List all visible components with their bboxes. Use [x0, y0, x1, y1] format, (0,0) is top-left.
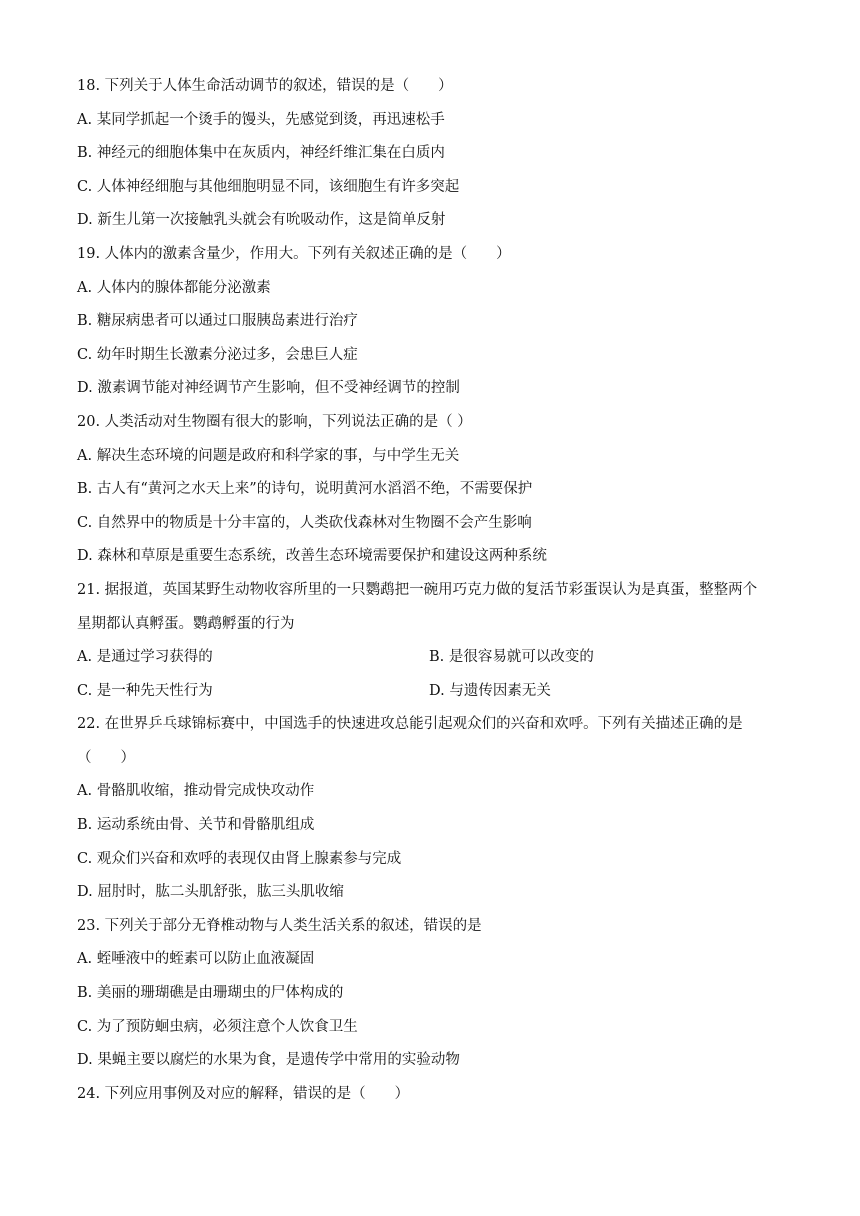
question-19: [77, 238, 787, 406]
question-stem: 23. 下列关于部分无脊椎动物与人类生活关系的叙述，错误的是: [77, 917, 482, 934]
question-stem-line-2: 星期都认真孵蛋。鹦鹉孵蛋的行为: [77, 615, 295, 632]
option-a: A. 解决生态环境的问题是政府和科学家的事，与中学生无关: [77, 447, 460, 464]
question-stem: 19. 人体内的激素含量少，作用大。下列有关叙述正确的是（ ）: [77, 245, 511, 262]
option-d: D. 果蝇主要以腐烂的水果为食，是遗传学中常用的实验动物: [77, 1052, 460, 1069]
question-stem: 18. 下列关于人体生命活动调节的叙述，错误的是（ ）: [77, 78, 453, 94]
option-a: A. 是通过学习获得的: [77, 649, 213, 666]
option-a: A. 人体内的腺体都能分泌激素: [77, 279, 271, 296]
option-a: A. 某同学抓起一个烫手的馒头，先感觉到烫，再迅速松手: [77, 111, 445, 128]
option-b: B. 运动系统由骨、关节和骨骼肌组成: [77, 817, 315, 834]
question-21: [77, 574, 787, 708]
option-b: B. 古人有“黄河之水天上来”的诗句，说明黄河水滔滔不绝，不需要保护: [77, 481, 533, 498]
question-stem: 20. 人类活动对生物圈有很大的影响，下列说法正确的是（ ）: [77, 413, 472, 430]
option-c: C. 观众们兴奋和欢呼的表现仅由肾上腺素参与完成: [77, 850, 402, 867]
option-d: D. 激素调节能对神经调节产生影响，但不受神经调节的控制: [77, 380, 460, 397]
option-c: C. 是一种先天性行为: [77, 682, 213, 699]
option-b: B. 是很容易就可以改变的: [429, 649, 594, 666]
option-b: B. 美丽的珊瑚礁是由珊瑚虫的尸体构成的: [77, 985, 344, 1002]
question-stem-line-2: （ ）: [77, 749, 135, 766]
option-d: D. 与遗传因素无关: [429, 682, 551, 699]
option-c: C. 幼年时期生长激素分泌过多，会患巨人症: [77, 346, 358, 363]
option-a: A. 骨骼肌收缩，推动骨完成快攻动作: [77, 783, 315, 800]
option-d: D. 森林和草原是重要生态系统，改善生态环境需要保护和建设这两种系统: [77, 548, 547, 565]
option-b: B. 糖尿病患者可以通过口服胰岛素进行治疗: [77, 313, 358, 330]
option-row: [77, 641, 787, 675]
question-23: [77, 910, 787, 1078]
option-c: C. 人体神经细胞与其他细胞明显不同，该细胞生有许多突起: [77, 178, 460, 195]
option-row: [77, 675, 787, 709]
option-d: D. 屈肘时，肱二头肌舒张，肱三头肌收缩: [77, 884, 344, 901]
option-c: C. 为了预防蛔虫病，必须注意个人饮食卫生: [77, 1018, 358, 1035]
question-stem-line-1: 21. 据报道，英国某野生动物收容所里的一只鹦鹉把一碗用巧克力做的复活节彩蛋误认为是真蛋，整整两个: [77, 581, 758, 598]
option-a: A. 蛭唾液中的蛭素可以防止血液凝固: [77, 951, 315, 968]
question-20: [77, 406, 787, 574]
question-18: [77, 70, 787, 238]
question-stem-line-1: 22. 在世界乒乓球锦标赛中，中国选手的快速进攻总能引起观众们的兴奋和欢呼。下列有关描述正确的是: [77, 716, 743, 733]
option-b: B. 神经元的细胞体集中在灰质内，神经纤维汇集在白质内: [77, 145, 445, 162]
option-c: C. 自然界中的物质是十分丰富的，人类砍伐森林对生物圈不会产生影响: [77, 514, 532, 531]
question-22: [77, 708, 787, 910]
question-24: [77, 1078, 787, 1112]
question-stem: 24. 下列应用事例及对应的解释，错误的是（ ）: [77, 1085, 410, 1102]
exam-page: [77, 70, 787, 1111]
option-d: D. 新生儿第一次接触乳头就会有吮吸动作，这是简单反射: [77, 212, 446, 229]
